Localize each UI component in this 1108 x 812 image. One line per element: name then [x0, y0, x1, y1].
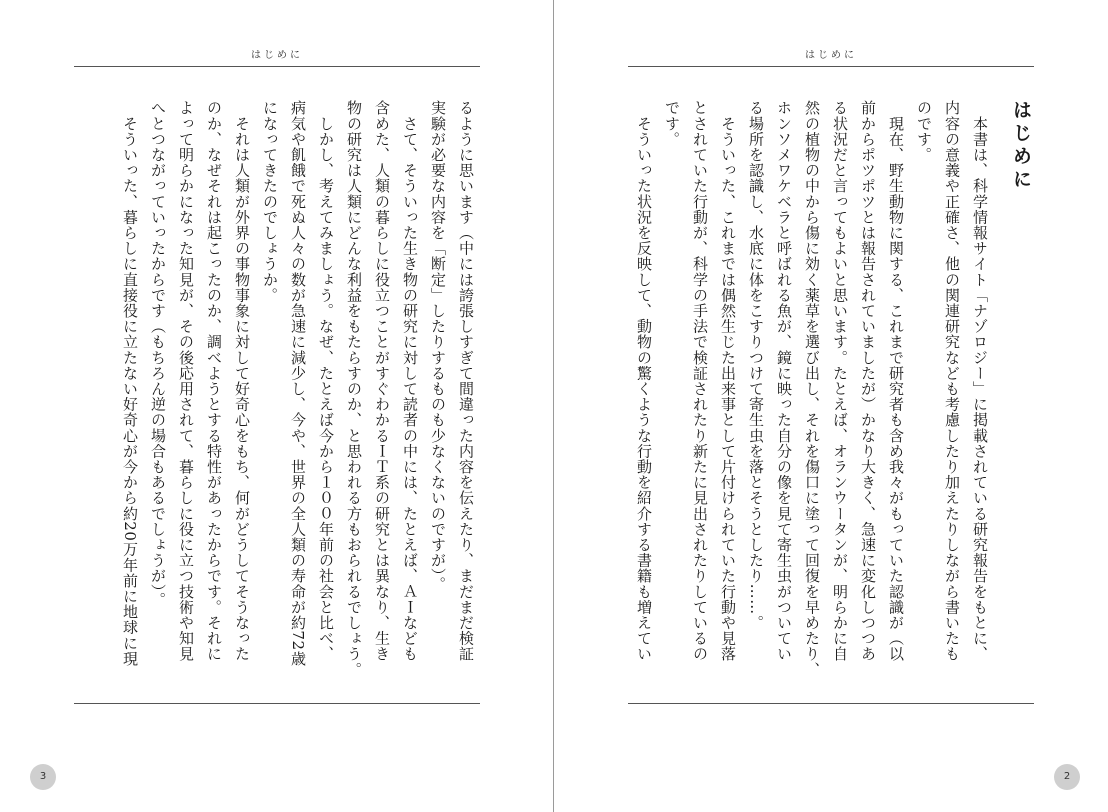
text-line: になってきたのでしょうか。 — [261, 100, 279, 303]
body-text — [628, 100, 1034, 700]
text-line: 病気や飢餓で死ぬ人々の数が急速に減少し、今や、世界の全人類の寿命が約72歳 — [289, 100, 307, 667]
text-line: る場所を認識し、水底に体をこすりつけて寄生虫を落とそうとしたり……。 — [747, 100, 765, 631]
text-line: 物の研究は人類にどんな利益をもたらすのか、と思われる方もおられるでしょう。 — [345, 100, 363, 678]
footer-rule — [628, 703, 1034, 704]
text-line: 現在、野生動物に関する、これまで研究者も含め我々がもっていた認識が（以 — [887, 100, 905, 662]
text-line: さて、そういった生き物の研究に対して読者の中には、たとえば、ＡＩなども — [401, 100, 419, 662]
header-rule — [628, 66, 1034, 67]
running-head: はじめに — [251, 50, 303, 61]
text-line: それは人類が外界の事物事象に対して好奇心をもち、何がどうしてそうなった — [233, 100, 251, 662]
text-line: そういった、暮らしに直接役に立たない好奇心が今から約20万年前に地球に現 — [121, 100, 139, 667]
text-line: 内容の意義や正確さ、他の関連研究なども考慮したり加えたりしながら書いたも — [943, 100, 961, 662]
text-line: 実験が必要な内容を「断定」したりするものも少なくないのですが）。 — [429, 100, 447, 592]
text-line: 前からポツポツとは報告されていましたが）かなり大きく、急速に変化しつつあ — [859, 100, 877, 662]
text-line: ホンソメワケベラと呼ばれる魚が、鏡に映った自分の像を見て寄生虫がついてい — [775, 100, 793, 662]
text-line: る状況だと言ってもよいと思います。たとえば、オランウータンが、明らかに自 — [831, 100, 849, 662]
body-text — [74, 100, 480, 700]
text-line: よって明らかになった知見が、その後応用されて、暮らしに役に立つ技術や知見 — [177, 100, 195, 662]
text-line: しかし、考えてみましょう。なぜ、たとえば今から１００年前の社会と比べ、 — [317, 100, 335, 662]
running-head: はじめに — [805, 50, 857, 61]
text-line: とされていた行動が、科学の手法で検証されたり新たに見出されたりしているの — [691, 100, 709, 662]
text-line: るように思います（中には誇張しすぎて間違った内容を伝えたり、まだまだ検証 — [457, 100, 475, 662]
footer-rule — [74, 703, 480, 704]
header-rule — [74, 66, 480, 67]
text-line: そういった状況を反映して、動物の驚くような行動を紹介する書籍も増えてい — [635, 100, 653, 662]
text-line: のか、なぜそれは起こったのか、調べようとする特性があったからです。それに — [205, 100, 223, 662]
page-number-badge[interactable]: 2 — [1054, 764, 1080, 790]
page-number-badge[interactable]: 3 — [30, 764, 56, 790]
text-line: へとつながっていったからです（もちろん逆の場合もあるでしょうが）。 — [149, 100, 167, 608]
text-line: そういった、これまでは偶然生じた出来事として片付けられていた行動や見落 — [719, 100, 737, 662]
text-line: 然の植物の中から傷に効く薬草を選び出し、それを傷口に塗って回復を早めたり、 — [803, 100, 821, 678]
text-line: 本書は、科学情報サイト「ナゾロジー」に掲載されている研究報告をもとに、 — [971, 100, 989, 662]
text-line: 含めた、人類の暮らしに役立つことがすぐわかるＩＴ系の研究とは異なり、生き — [373, 100, 391, 662]
chapter-title: はじめに — [1010, 100, 1032, 192]
text-line: のです。 — [915, 100, 933, 163]
text-line: です。 — [663, 100, 681, 147]
right-page — [554, 0, 1108, 812]
